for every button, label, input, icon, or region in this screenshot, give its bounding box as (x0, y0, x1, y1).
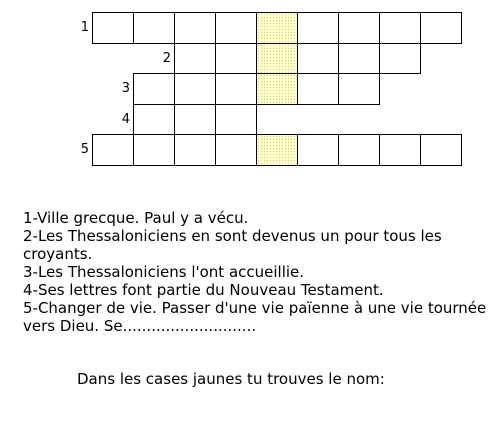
crossword-cell[interactable] (133, 134, 175, 166)
crossword-cell[interactable] (338, 12, 380, 44)
row-number-3: 3 (121, 81, 130, 96)
clue-1: 1-Ville grecque. Paul y a vécu. (23, 209, 249, 227)
crossword-cell[interactable] (133, 104, 175, 136)
crossword-cell[interactable] (338, 134, 380, 166)
crossword-cell[interactable] (215, 73, 257, 105)
crossword-cell[interactable] (92, 134, 134, 166)
crossword-cell[interactable] (256, 134, 298, 166)
crossword-cell[interactable] (297, 12, 339, 44)
crossword-cell[interactable] (420, 12, 462, 44)
crossword-cell[interactable] (174, 73, 216, 105)
clues-list (23, 209, 493, 335)
clue-4: 4-Ses lettres font partie du Nouveau Testament. (23, 281, 384, 299)
footer-instruction: Dans les cases jaunes tu trouves le nom: (77, 370, 385, 388)
crossword-cell[interactable] (379, 12, 421, 44)
crossword-cell[interactable] (379, 43, 421, 75)
row-number-5: 5 (80, 142, 89, 157)
crossword-cell[interactable] (174, 134, 216, 166)
crossword-cell[interactable] (379, 134, 421, 166)
crossword-cell[interactable] (133, 73, 175, 105)
crossword-cell[interactable] (297, 73, 339, 105)
crossword-cell[interactable] (297, 43, 339, 75)
crossword-cell[interactable] (174, 43, 216, 75)
crossword-cell[interactable] (256, 12, 298, 44)
row-number-4: 4 (121, 111, 130, 127)
crossword-cell[interactable] (338, 43, 380, 75)
crossword-cell[interactable] (215, 43, 257, 75)
crossword-cell[interactable] (174, 12, 216, 44)
crossword-cell[interactable] (92, 12, 134, 44)
crossword-cell[interactable] (174, 104, 216, 136)
row-number-2: 2 (162, 50, 171, 66)
clue-5: 5-Changer de vie. Passer d'une vie païenne à une vie tournée vers Dieu. Se............................ (23, 299, 487, 335)
crossword-cell[interactable] (215, 134, 257, 166)
crossword-cell[interactable] (256, 73, 298, 105)
clue-3: 3-Les Thessaloniciens l'ont accueillie. (23, 263, 305, 281)
crossword-cell[interactable] (133, 12, 175, 44)
crossword-cell[interactable] (297, 134, 339, 166)
crossword-cell[interactable] (256, 43, 298, 75)
clue-2: 2-Les Thessaloniciens en sont devenus un pour tous les croyants. (23, 227, 442, 263)
crossword-cell[interactable] (215, 104, 257, 136)
crossword-cell[interactable] (215, 12, 257, 44)
crossword-cell[interactable] (420, 134, 462, 166)
crossword-cell[interactable] (338, 73, 380, 105)
row-number-1: 1 (80, 20, 89, 35)
